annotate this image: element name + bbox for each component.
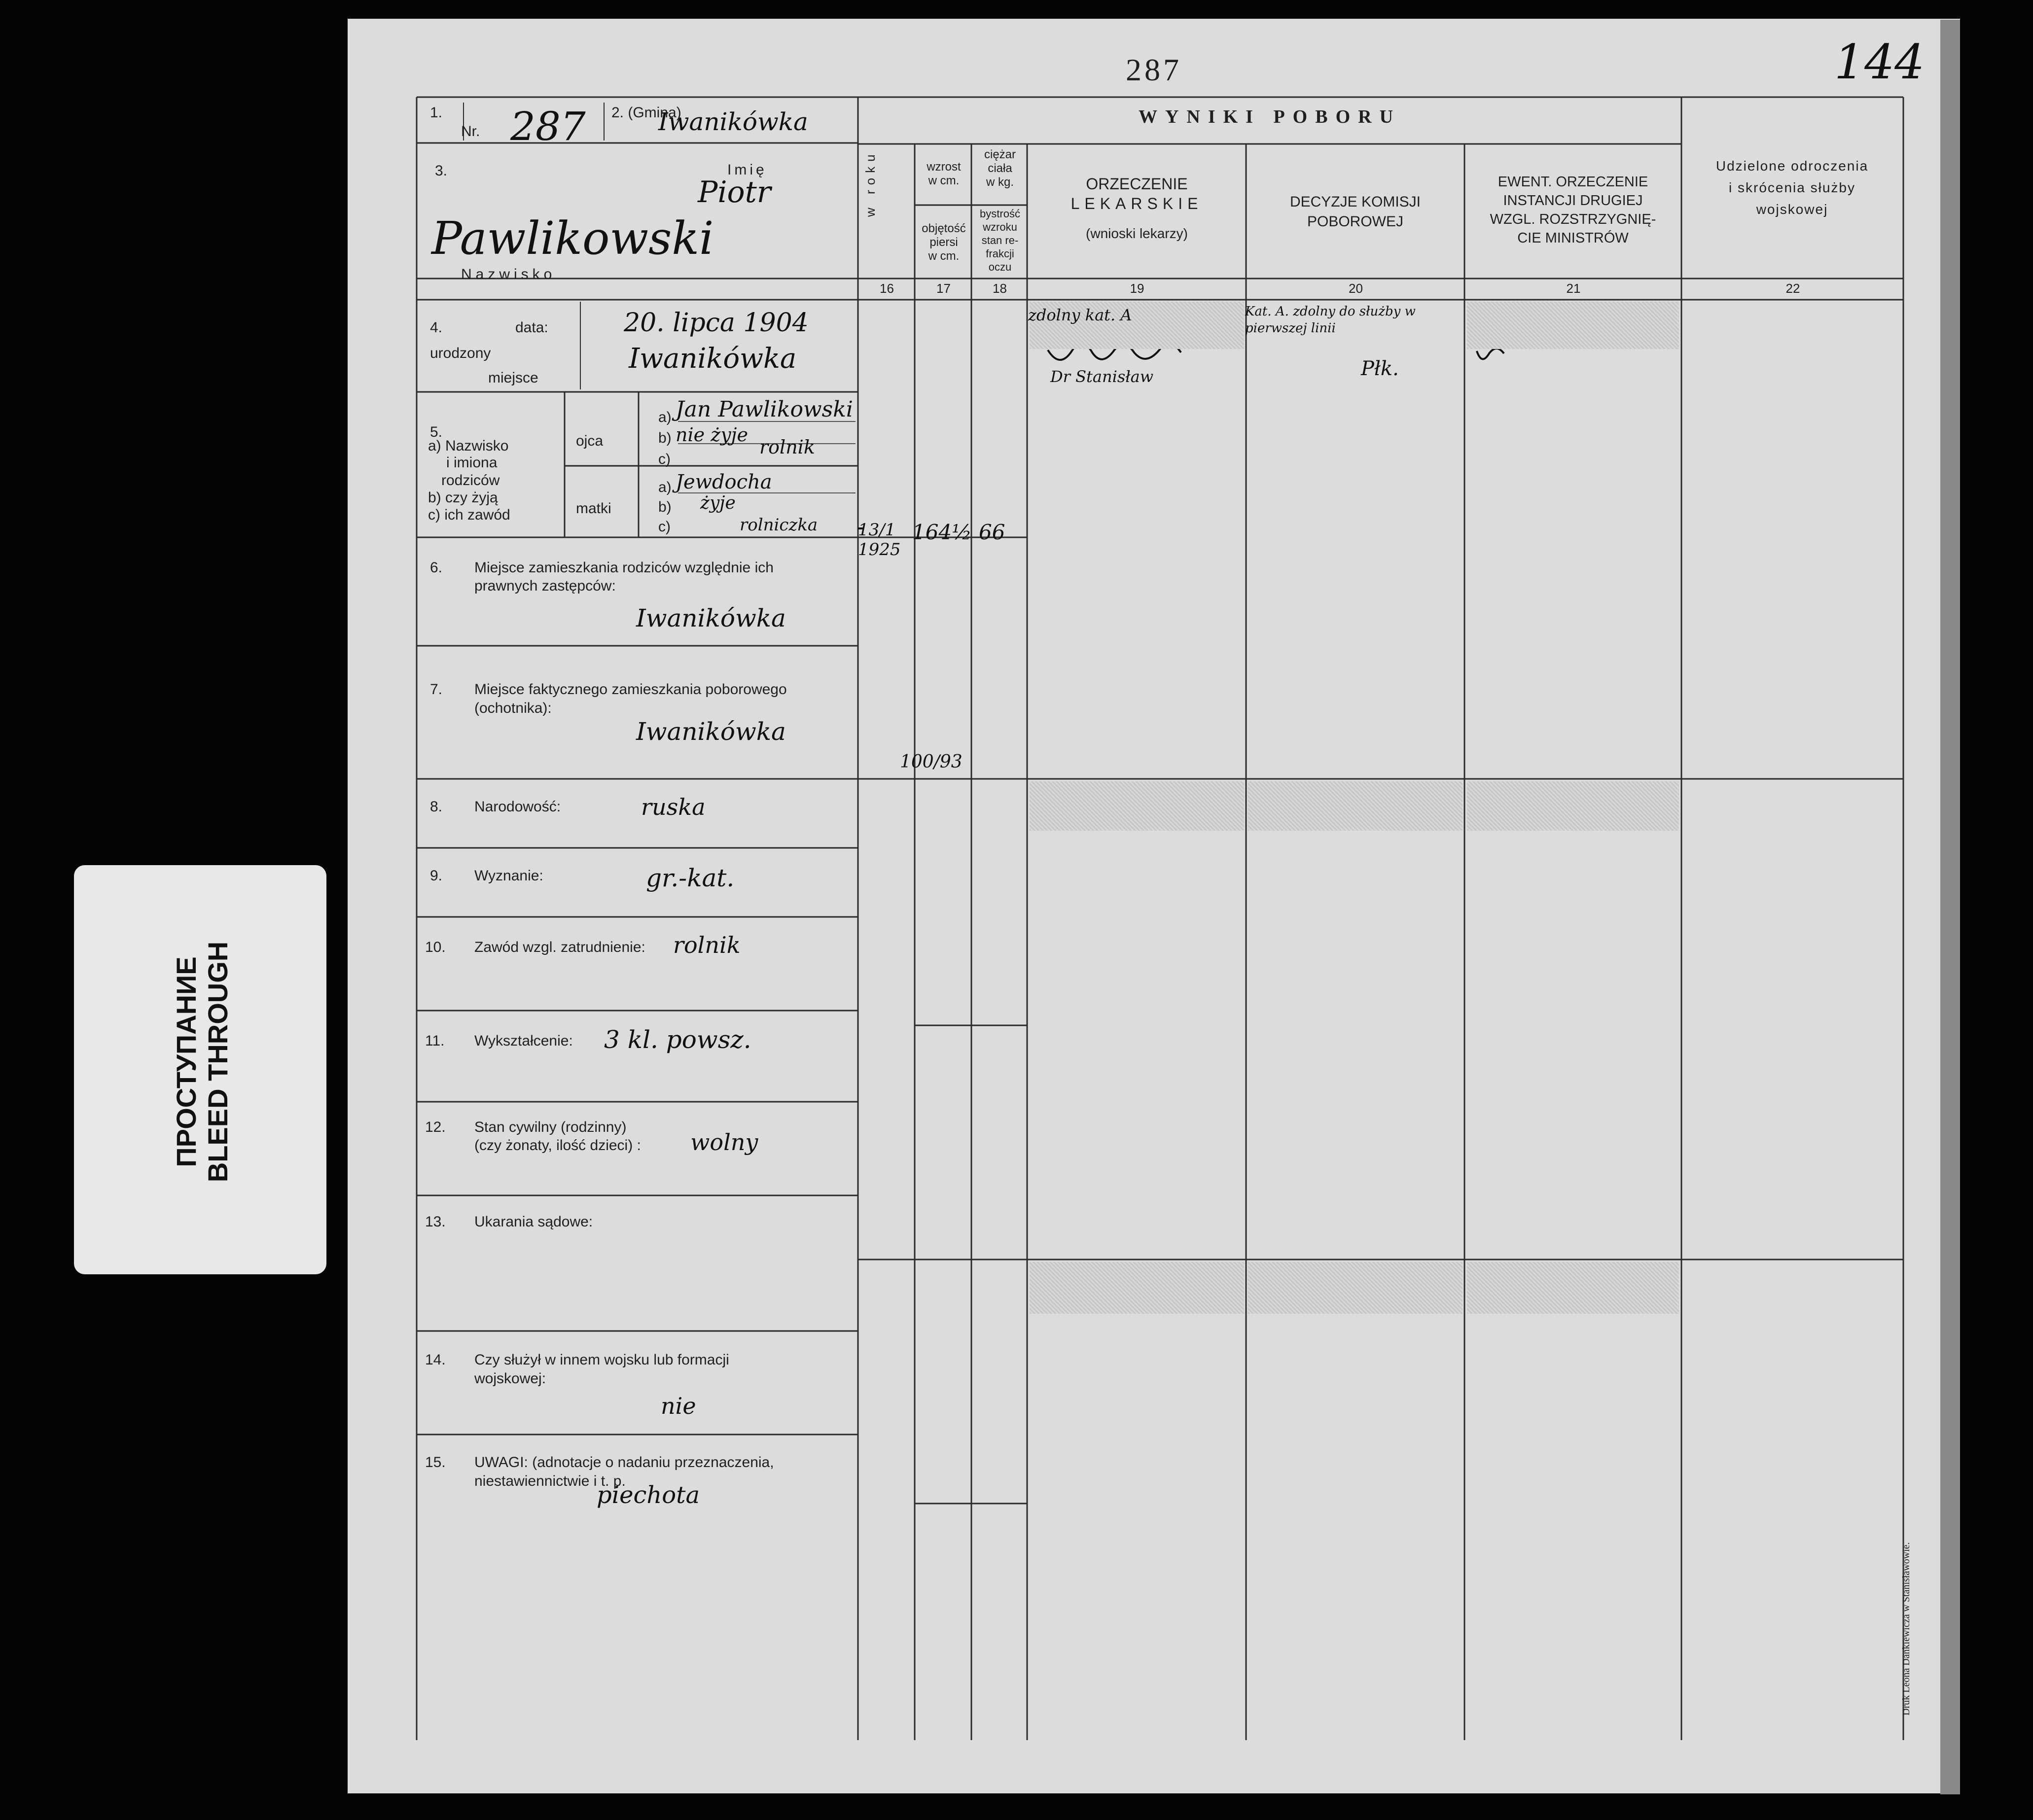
page-number: 287 <box>1126 52 1182 87</box>
field-12-value: wolny <box>690 1129 758 1155</box>
col-num-17: 17 <box>936 281 951 296</box>
field-11-text: Wykształcenie: <box>474 1033 573 1049</box>
col-w-roku: w roku <box>863 149 878 217</box>
field-9-number: 9. <box>430 868 443 884</box>
ojca-occupation-value: rolnik <box>759 436 815 458</box>
col-num-22: 22 <box>1785 281 1800 296</box>
shade-row8-col20 <box>1248 781 1462 831</box>
field-12-text2: (czy żonaty, ilość dzieci) : <box>474 1137 641 1154</box>
field-3-number: 3. <box>435 163 448 179</box>
col-orzeczenie-l3: (wnioski lekarzy) <box>1086 226 1188 241</box>
matki-occupation-value: rolniczka <box>740 515 818 535</box>
field-5-number: 5. <box>430 424 443 440</box>
col-wzrost: wzrost w cm. <box>927 160 961 187</box>
col-ewent: EWENT. ORZECZENIE INSTANCJI DRUGIEJ WZGL. ROZSTRZYGNIĘ- CIE MINISTRÓW <box>1490 174 1656 246</box>
matki-name-value: Jewdocha <box>676 471 772 493</box>
col-decyzje: DECYZJE KOMISJI POBOROWEJ <box>1289 194 1421 230</box>
field-12-text1: Stan cywilny (rodzinny) <box>474 1119 627 1135</box>
field-14-text1: Czy służył w innem wojsku lub formacji <box>474 1352 729 1368</box>
data-label: data: <box>515 319 548 336</box>
field-2-label: 2. (Gmina) <box>611 105 681 121</box>
nazwisko-label: Nazwisko <box>461 266 556 282</box>
result-objetosc: 100/93 <box>900 752 963 772</box>
matki-a-label: a) <box>658 479 672 495</box>
matki-b-label: b) <box>658 499 672 515</box>
ojca-name-value: Jan Pawlikowski <box>676 397 853 422</box>
field-12-number: 12. <box>425 1119 446 1135</box>
field-9-text: Wyznanie: <box>474 868 543 884</box>
field-5-a2: i imiona <box>446 455 498 471</box>
field-11-value: 3 kl. powsz. <box>604 1025 751 1054</box>
col-ciezar: ciężar ciała w kg. <box>984 148 1016 189</box>
shade-row13-col20 <box>1248 1262 1462 1314</box>
matki-c-label: c) <box>658 519 671 535</box>
birth-place-value: Iwanikówka <box>629 343 797 375</box>
field-13-text: Ukarania sądowe: <box>474 1214 593 1230</box>
result-ciezar: 66 <box>979 520 1005 544</box>
field-7-text1: Miejsce faktycznego zamieszkania poborowego <box>474 681 787 698</box>
field-7-text2: (ochotnika): <box>474 700 552 716</box>
printer-note: Druk Leona Dankiewicza w Stanisławowie. <box>1901 1542 1912 1715</box>
field-5-b: b) czy żyją <box>428 490 498 506</box>
archive-number: 144 <box>1834 35 1925 90</box>
field-7-number: 7. <box>430 681 443 698</box>
field-13-number: 13. <box>425 1214 446 1230</box>
field-11-number: 11. <box>425 1033 445 1049</box>
shade-row4-col21 <box>1467 302 1679 349</box>
field-8-value: ruska <box>641 794 706 820</box>
shade-row8-col19 <box>1030 781 1244 831</box>
nr-label: Nr. <box>461 123 480 140</box>
col-bystrosc: bystrość wzroku stan re- frakcji oczu <box>980 208 1020 273</box>
imie-label: Imię <box>727 162 767 178</box>
gmina-value: Iwanikówka <box>658 107 808 136</box>
ojca-b-label: b) <box>658 430 672 446</box>
col-udzielone: Udzielone odroczenia i skrócenia służby wojskowej <box>1715 158 1869 217</box>
field-6-text1: Miejsce zamieszkania rodziców względnie ich <box>474 560 774 576</box>
col-orzeczenie-l1: ORZECZENIE <box>1086 175 1188 193</box>
field-6-value: Iwanikówka <box>636 604 786 632</box>
field-8-number: 8. <box>430 799 443 815</box>
results-title: WYNIKI POBORU <box>1138 106 1401 127</box>
result-decyzja: Kat. A. zdolny do służby w pierwszej linii <box>1245 304 1416 336</box>
shade-row8-col21 <box>1467 781 1679 831</box>
field-10-value: rolnik <box>673 932 741 958</box>
field-15-text2: niestawiennictwie i t. p. <box>474 1473 626 1489</box>
miejsce-label: miejsce <box>488 370 538 386</box>
col-num-20: 20 <box>1349 281 1363 296</box>
col-num-19: 19 <box>1130 281 1144 296</box>
col-num-21: 21 <box>1566 281 1581 296</box>
field-6-number: 6. <box>430 560 443 576</box>
field-14-number: 14. <box>425 1352 446 1368</box>
birth-date-value: 20. lipca 1904 <box>624 308 809 338</box>
shade-row13-col19 <box>1030 1262 1244 1314</box>
field-9-value: gr.-kat. <box>646 864 735 892</box>
col-objetosc: objętość piersi w cm. <box>922 222 966 263</box>
field-5-a: a) Nazwisko <box>428 438 509 454</box>
field-14-value: nie <box>661 1393 696 1419</box>
field-6-text2: prawnych zastępców: <box>474 578 616 594</box>
field-5-c: c) ich zawód <box>428 507 510 523</box>
nr-value: 287 <box>510 104 586 149</box>
result-wzrost: 164½ <box>912 520 972 544</box>
imie-value: Piotr <box>698 175 771 210</box>
ojca-c-label: c) <box>658 451 671 467</box>
field-7-value: Iwanikówka <box>636 717 786 746</box>
field-1-number: 1. <box>430 105 443 121</box>
ojca-alive-value: nie żyje <box>676 424 748 446</box>
ojca-label: ojca <box>576 433 604 449</box>
bleed-through-tag-text: ПРОСТУПАНИЕ BLEED THROUGH <box>171 941 233 1183</box>
result-year: 13/1 1925 <box>858 520 901 560</box>
col-num-16: 16 <box>880 281 894 296</box>
field-14-text2: wojskowej: <box>474 1370 546 1387</box>
field-15-value: piechota <box>597 1481 700 1509</box>
field-15-number: 15. <box>425 1454 446 1470</box>
field-8-text: Narodowość: <box>474 799 561 815</box>
field-15-text1: UWAGI: (adnotacje o nadaniu przeznaczenia, <box>474 1454 774 1470</box>
shade-row13-col21 <box>1467 1262 1679 1314</box>
result-orzeczenie: zdolny kat. A <box>1028 306 1132 324</box>
col-num-18: 18 <box>993 281 1007 296</box>
result-orzeczenie-sign: Dr Stanisław <box>1050 367 1154 386</box>
matki-alive-value: żyje <box>700 493 736 513</box>
result-decyzja-sign: Płk. <box>1361 357 1399 380</box>
col-orzeczenie-l2: LEKARSKIE <box>1070 195 1203 212</box>
matki-label: matki <box>576 500 611 517</box>
ojca-a-label: a) <box>658 409 672 425</box>
urodzony-label: urodzony <box>430 345 491 361</box>
field-4-number: 4. <box>430 319 443 336</box>
field-10-number: 10. <box>425 939 446 955</box>
field-10-text: Zawód wzgl. zatrudnienie: <box>474 939 645 955</box>
nazwisko-value: Pawlikowski <box>431 212 714 265</box>
field-5-a3: rodziców <box>441 472 500 489</box>
